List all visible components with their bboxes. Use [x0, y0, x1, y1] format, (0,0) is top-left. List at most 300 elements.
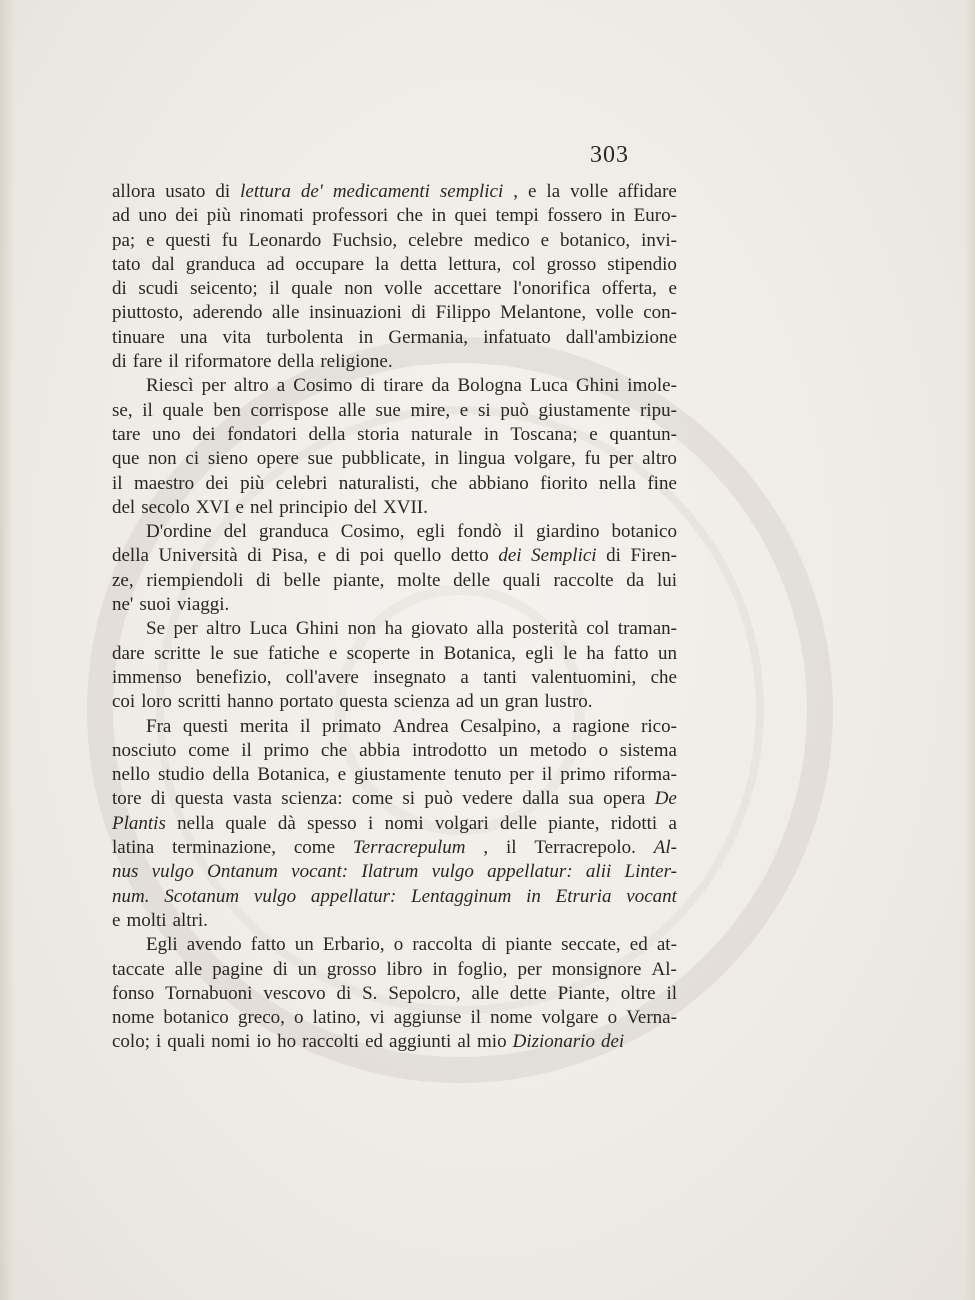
word: in	[483, 423, 499, 445]
word: della	[277, 351, 315, 373]
word: di	[606, 545, 621, 567]
word: Ilatrum	[361, 861, 419, 883]
word: un	[479, 691, 499, 713]
word: ne'	[112, 594, 134, 616]
body-text	[112, 180, 677, 1055]
word: per	[509, 764, 534, 786]
text-line	[112, 1030, 677, 1054]
word: Euro-	[633, 205, 677, 227]
word: monsignore	[551, 958, 642, 980]
word: ridotti	[610, 812, 658, 834]
word: ad	[455, 691, 474, 713]
word: dalla	[522, 788, 560, 810]
word: il	[505, 837, 517, 859]
word: Filippo	[435, 302, 491, 324]
word: aggiunse	[393, 1007, 462, 1029]
word: Ghini	[295, 618, 340, 640]
word: Leonardo	[248, 229, 322, 251]
word: Al-	[653, 837, 677, 859]
word: dà	[277, 812, 296, 834]
word: altro	[642, 448, 677, 470]
word: dei	[600, 1031, 625, 1053]
word: volgare,	[514, 448, 576, 470]
word: sue	[233, 642, 259, 664]
word: oltre	[620, 982, 656, 1004]
word: Erbario,	[322, 934, 385, 956]
word: giustamente	[538, 399, 631, 421]
word: studio	[158, 764, 205, 786]
word: nella	[177, 812, 215, 834]
word: piante,	[548, 812, 600, 834]
word: il	[299, 715, 311, 737]
word: infatuato	[483, 326, 551, 348]
word: foglio,	[457, 958, 508, 980]
word: e	[337, 764, 347, 786]
word: delle	[500, 812, 537, 834]
word: in	[610, 205, 626, 227]
word: stipendio	[607, 253, 677, 275]
word: sistema	[619, 739, 677, 761]
word: nosciuto	[112, 739, 177, 761]
word: quale	[291, 278, 333, 300]
word: de'	[300, 181, 323, 202]
word: piante	[505, 934, 552, 956]
word: traman-	[617, 618, 677, 640]
word: Fra	[146, 715, 172, 737]
word: De	[654, 788, 677, 810]
word: Scotanum	[164, 885, 240, 907]
word: rico-	[641, 715, 677, 737]
word: ragione	[572, 715, 630, 737]
word: si	[402, 788, 416, 810]
text-line	[112, 860, 677, 884]
word: naturale	[411, 423, 473, 445]
word: ha	[586, 642, 605, 664]
word: tore	[112, 788, 142, 810]
text-line	[112, 544, 677, 568]
text-line	[112, 472, 677, 496]
word: volle	[595, 302, 634, 324]
word: pa;	[112, 229, 136, 251]
word: storia	[357, 423, 400, 445]
word: primo	[560, 764, 606, 786]
word: per	[517, 958, 542, 980]
word: medico	[473, 229, 530, 251]
word: Linter-	[624, 861, 677, 883]
word: taccate	[112, 958, 165, 980]
word: Bologna	[457, 375, 522, 397]
word: e	[328, 642, 338, 664]
word: dette	[509, 982, 547, 1004]
word: granduca	[259, 521, 329, 543]
word: latino,	[312, 1007, 361, 1029]
word: insinuazioni	[308, 302, 402, 324]
word: Cosimo	[293, 375, 353, 397]
word: nomi	[384, 812, 424, 834]
word: uno	[138, 205, 167, 227]
word: come	[188, 739, 230, 761]
word: come	[351, 788, 393, 810]
word: può	[424, 788, 453, 810]
word: Verna-	[626, 1007, 677, 1029]
word: il	[112, 472, 123, 494]
word: di	[215, 181, 231, 202]
word: riforma-	[613, 764, 677, 786]
word: secolo	[141, 496, 190, 518]
word: alla	[476, 618, 504, 640]
word: di	[256, 569, 271, 591]
word: avendo	[186, 934, 242, 956]
word: l'onorifica	[513, 278, 591, 300]
word: medicamenti	[332, 181, 430, 202]
word: scritte	[154, 642, 201, 664]
word: dei	[205, 472, 229, 494]
word: di	[272, 958, 288, 980]
word: Ghini	[575, 375, 620, 397]
text-line	[112, 642, 677, 666]
word: coll'avere	[285, 666, 359, 688]
word: fatto	[613, 642, 649, 664]
word: vulgo	[253, 885, 297, 907]
word: se,	[112, 399, 133, 421]
word: fu	[584, 448, 601, 470]
word: vi	[369, 1007, 385, 1029]
word: quello	[393, 545, 442, 567]
word: Etruria	[555, 885, 612, 907]
word: riformatore	[184, 351, 272, 373]
word: più	[240, 472, 265, 494]
word: ben	[213, 399, 241, 421]
word: fatiche	[267, 642, 320, 664]
word: col	[586, 618, 610, 640]
word: un	[297, 958, 317, 980]
word: fare	[132, 351, 163, 373]
word: un	[498, 739, 518, 761]
word: mire,	[410, 399, 451, 421]
text-line	[112, 447, 677, 471]
word: detta	[399, 253, 437, 275]
word: primato	[322, 715, 382, 737]
word: fiorito	[540, 472, 588, 494]
word: Pisa,	[271, 545, 308, 567]
word: dei	[192, 423, 216, 445]
word: giardino	[536, 521, 600, 543]
page-right-edge	[965, 0, 975, 1300]
word: Tornabuoni	[165, 982, 253, 1004]
word: io	[256, 1031, 272, 1053]
word: quei	[454, 205, 488, 227]
word: occupare	[295, 253, 365, 275]
word: tempi	[495, 205, 539, 227]
word: quale	[225, 812, 267, 834]
word: scienza:	[281, 788, 343, 810]
word: alle	[174, 958, 203, 980]
word: di	[150, 788, 166, 810]
word: aderendo	[192, 302, 263, 324]
word: Piante,	[557, 982, 610, 1004]
word: in	[434, 448, 450, 470]
word: altri.	[172, 909, 208, 931]
word: fossero	[547, 205, 603, 227]
word: Egli	[146, 934, 178, 956]
word: raccolte	[553, 569, 614, 591]
word: questi	[182, 715, 229, 737]
word: latina	[112, 837, 155, 859]
word: il	[541, 764, 553, 786]
text-line	[112, 520, 677, 544]
word: un	[294, 934, 314, 956]
word: semplici	[439, 181, 504, 202]
word: grosso	[546, 253, 597, 275]
word: raccolta	[412, 934, 473, 956]
word: Ontanum	[207, 861, 278, 883]
word: molte	[397, 569, 441, 591]
word: Fuchsio,	[332, 229, 398, 251]
word: ad	[266, 253, 285, 275]
text-line	[112, 787, 677, 811]
word: vocant:	[291, 861, 349, 883]
word: vasta	[232, 788, 272, 810]
word: di	[481, 934, 497, 956]
word: Plantis	[112, 812, 166, 834]
text-line	[112, 763, 677, 787]
word: in	[358, 326, 374, 348]
word: vedere	[462, 788, 513, 810]
word: insegnato	[373, 666, 447, 688]
word: e	[668, 278, 677, 300]
word: valentuomini,	[531, 666, 637, 688]
word: fondatori	[227, 423, 297, 445]
word: que	[112, 448, 140, 470]
word: primo	[263, 739, 310, 761]
word: ci	[185, 448, 200, 470]
word: di	[112, 278, 127, 300]
word: di	[112, 351, 127, 373]
word: detto	[450, 545, 489, 567]
word: dall'ambizione	[565, 326, 677, 348]
text-line	[112, 277, 677, 301]
word: questa	[339, 691, 388, 713]
word: alii	[585, 861, 612, 883]
word: e	[527, 181, 537, 202]
word: lui	[656, 569, 677, 591]
word: Lentagginum	[411, 885, 512, 907]
word: appellatur:	[310, 885, 397, 907]
word: quali	[502, 569, 541, 591]
word: del	[112, 496, 136, 518]
word: più	[206, 205, 232, 227]
word: corrispose	[250, 399, 329, 421]
word: e	[146, 229, 155, 251]
word: vita	[222, 326, 252, 348]
text-line	[112, 958, 677, 982]
word: questi	[165, 229, 211, 251]
word: egli	[416, 521, 446, 543]
word: aggiunti	[389, 1031, 452, 1053]
word: dei	[498, 545, 522, 567]
word: lettura,	[447, 253, 502, 275]
text-line	[112, 229, 677, 253]
word: botanico	[611, 521, 677, 543]
word: Sepolcro,	[388, 982, 461, 1004]
word: la	[375, 253, 389, 275]
word: celebri	[275, 472, 328, 494]
word: pagine	[212, 958, 263, 980]
word: celebre	[408, 229, 463, 251]
word: o	[393, 934, 404, 956]
word: merita	[239, 715, 289, 737]
text-line	[112, 739, 677, 763]
word: ,	[513, 181, 518, 202]
word: a	[668, 812, 677, 834]
word: appellatur:	[487, 861, 573, 883]
word: Botanica,	[257, 764, 330, 786]
word: volgari	[434, 812, 489, 834]
word: vocant	[626, 885, 677, 907]
word: nome	[112, 1007, 155, 1029]
word: piante,	[333, 569, 385, 591]
word: posterità	[512, 618, 578, 640]
word: le	[563, 642, 577, 664]
word: allora	[112, 181, 156, 202]
word: usato	[165, 181, 206, 202]
word: turbolenta	[266, 326, 344, 348]
word: fu	[221, 229, 238, 251]
word: a	[552, 715, 561, 737]
word: una	[179, 326, 208, 348]
word: e	[112, 909, 121, 931]
word: vulgo	[431, 861, 474, 883]
text-line	[112, 715, 677, 739]
word: il	[168, 351, 179, 373]
word: viaggi.	[177, 594, 230, 616]
word: tare	[112, 423, 141, 445]
word: religione.	[320, 351, 393, 373]
word: in	[431, 205, 447, 227]
word: maestro	[133, 472, 195, 494]
word: giovato	[410, 618, 468, 640]
word: Cosimo,	[340, 521, 405, 543]
word: al	[457, 1031, 472, 1053]
word: tato	[112, 253, 141, 275]
word: non	[148, 448, 177, 470]
word: Università	[158, 545, 238, 567]
word: ad	[112, 205, 130, 227]
word: opere	[256, 448, 299, 470]
word: per	[173, 618, 198, 640]
word: il	[470, 1007, 482, 1029]
word: lingua	[457, 448, 506, 470]
text-line	[112, 812, 677, 836]
text-line	[112, 399, 677, 423]
word: D'ordine	[146, 521, 212, 543]
word: e	[317, 545, 326, 567]
word: pubblicate,	[341, 448, 426, 470]
word: molti	[126, 909, 167, 931]
word: volle	[570, 181, 609, 202]
word: terminazione,	[172, 837, 276, 859]
text-line	[112, 982, 677, 1006]
word: Toscana;	[510, 423, 578, 445]
word: piuttosto,	[112, 302, 184, 324]
word: immenso	[112, 666, 182, 688]
text-line	[112, 301, 677, 325]
word: si	[477, 399, 491, 421]
text-line	[112, 617, 677, 641]
word: ed	[629, 934, 648, 956]
word: ze,	[112, 569, 134, 591]
word: quantun-	[609, 423, 677, 445]
word: sue	[307, 448, 333, 470]
word: e	[589, 423, 598, 445]
word: principio	[279, 496, 348, 518]
word: sue	[375, 399, 401, 421]
word: grosso	[326, 958, 377, 980]
word: Luca	[249, 618, 288, 640]
word: tenuto	[453, 764, 502, 786]
word: volgare	[541, 1007, 599, 1029]
word: seicento;	[190, 278, 258, 300]
word: Andrea	[392, 715, 449, 737]
word: XVII.	[383, 496, 428, 518]
word: ed	[365, 1031, 384, 1053]
word: Melantone,	[500, 302, 587, 324]
word: affidare	[618, 181, 677, 202]
word: lettura	[240, 181, 291, 202]
word: introdotto	[412, 739, 488, 761]
word: dei	[175, 205, 199, 227]
text-line	[112, 885, 677, 909]
word: Cesalpino,	[460, 715, 541, 737]
word: di	[247, 545, 262, 567]
word: alle	[338, 399, 366, 421]
word: belle	[283, 569, 321, 591]
word: Firen-	[630, 545, 677, 567]
word: non	[347, 618, 377, 640]
word: accettare	[433, 278, 502, 300]
word: di	[360, 375, 376, 397]
word: granduca	[185, 253, 256, 275]
word: i	[156, 1031, 162, 1053]
word: della	[308, 423, 346, 445]
word: botanico	[163, 1007, 229, 1029]
word: e	[459, 399, 469, 421]
word: che	[430, 472, 458, 494]
word: lustro.	[544, 691, 593, 713]
word: quali	[167, 1031, 206, 1053]
word: XVI	[195, 496, 230, 518]
word: può	[500, 399, 529, 421]
text-line	[112, 836, 677, 860]
word: at-	[656, 934, 677, 956]
word: in	[419, 642, 435, 664]
word: greco,	[237, 1007, 285, 1029]
word: a	[276, 375, 286, 397]
word: metodo	[529, 739, 587, 761]
text-line	[112, 180, 677, 204]
word: nella	[599, 472, 636, 494]
word: le	[209, 642, 224, 664]
word: tirare	[383, 375, 424, 397]
word: scienza	[393, 691, 450, 713]
word: che	[650, 666, 677, 688]
word: il	[142, 399, 153, 421]
word: come	[293, 837, 336, 859]
word: volle	[384, 278, 423, 300]
word: suoi	[139, 594, 172, 616]
text-line	[112, 933, 677, 957]
word: botanico,	[560, 229, 631, 251]
